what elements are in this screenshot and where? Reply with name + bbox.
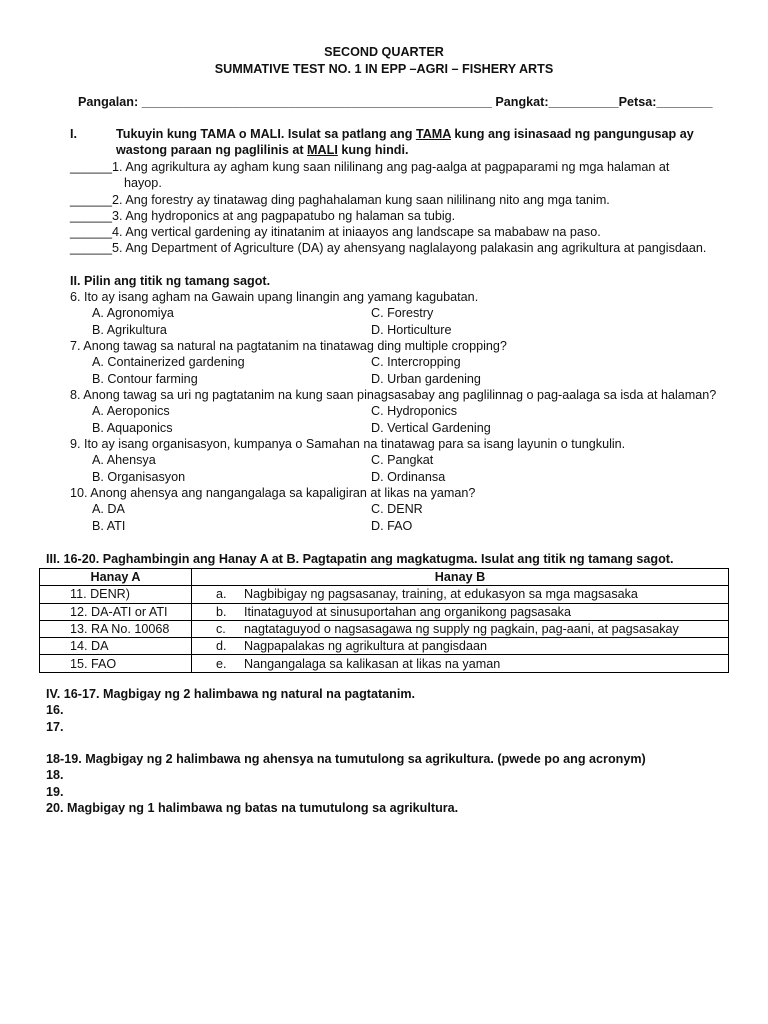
tf-item-4 (70, 224, 740, 240)
tf-item-5 (70, 240, 740, 256)
choice-a[interactable]: A. Ahensya (92, 453, 156, 468)
hanay-a-text: 11. DENR) (70, 587, 130, 602)
true-false-list (70, 159, 740, 257)
tf-item-1 (70, 159, 740, 192)
choice-d[interactable]: D. FAO (371, 518, 413, 533)
choices (70, 354, 740, 387)
section-4b-title: 18-19. Magbigay ng 2 halimbawa ng ahensya na tumutulong sa agrikultura. (pwede po ang acronym) (46, 752, 646, 767)
question-20: 20. Magbigay ng 1 halimbawa ng batas na tumutulong sa agrikultura. (46, 801, 459, 816)
section-4-title: IV. 16-17. Magbigay ng 2 halimbawa ng natural na pagtatanim. (46, 687, 416, 701)
hanay-b-text: Nangangalaga sa kalikasan at likas na yaman (238, 655, 729, 672)
quarter-title: SECOND QUARTER (324, 45, 444, 59)
student-info-line (78, 94, 712, 110)
question-text: 8. Anong tawag sa uri ng pagtatanim na kung saan pinagsasabay ang paglilinnag o pag-aalaga sa isda at halaman? (70, 388, 717, 402)
answer-line-18[interactable]: 18. (46, 768, 64, 783)
instruction-mali: MALI (307, 143, 338, 158)
question-text: 7. Anong tawag sa natural na pagtatanim na tinatawag ding multiple cropping? (70, 339, 507, 353)
hanay-a-cell (40, 655, 192, 672)
choice-d[interactable]: D. Horticulture (371, 322, 452, 337)
hanay-b-letter: b. (192, 603, 239, 620)
tf-item-2 (70, 192, 740, 208)
question-text: 6. Ito ay isang agham na Gawain upang linangin ang yamang kagubatan. (70, 290, 479, 304)
hanay-a-text: 15. FAO (70, 656, 117, 671)
question-10 (70, 485, 740, 534)
choice-a[interactable]: A. Agronomiya (92, 306, 174, 321)
answer-line-17[interactable]: 17. (46, 719, 64, 734)
section-4 (46, 686, 736, 816)
answer-blank[interactable]: ______ (70, 160, 113, 174)
hanay-b-text: Itinataguyod at sinusuportahan ang organikong pagsasaka (238, 603, 729, 620)
test-title: SUMMATIVE TEST NO. 1 IN EPP –AGRI – FISHERY ARTS (214, 62, 554, 76)
choices (70, 501, 740, 534)
hanay-a-text: 14. DA (70, 639, 109, 654)
answer-blank[interactable]: ______ (70, 241, 113, 256)
table-row (40, 603, 729, 620)
column-header-b: Hanay B (192, 569, 729, 586)
hanay-a-cell (40, 603, 192, 620)
date-blank[interactable]: ________ (656, 95, 713, 109)
group-blank[interactable]: __________ (548, 95, 619, 109)
choice-c[interactable]: C. DENR (371, 502, 423, 517)
tf-text: 2. Ang forestry ay tinatawag ding paghahalaman kung saan nililinang nito ang mga tanim. (112, 192, 610, 207)
question-8 (70, 387, 740, 436)
choice-d[interactable]: D. Vertical Gardening (371, 420, 491, 435)
table-row (40, 655, 729, 672)
hanay-b-text: Nagpapalakas ng agrikultura at pangisdaan (238, 638, 729, 655)
hanay-a-text: 13. RA No. 10068 (70, 622, 170, 637)
section-1-text (116, 126, 716, 159)
question-text: 10. Anong ahensya ang nangangalaga sa kapaligiran at likas na yaman? (70, 486, 476, 500)
answer-line-19[interactable]: 19. (46, 784, 64, 799)
answer-blank[interactable]: ______ (70, 192, 113, 207)
section-3-title: III. 16-20. Paghambingin ang Hanay A at B. Pagtapatin ang magkatugma. Isulat ang titik ng tamang sagot. (46, 552, 674, 566)
matching-table (39, 568, 729, 673)
choices (70, 305, 740, 338)
hanay-b-text: Nagbibigay ng pagsasanay, training, at edukasyon sa mga magsasaka (238, 586, 729, 603)
tf-text-cont: hayop. (124, 176, 162, 191)
answer-blank[interactable]: ______ (70, 208, 113, 223)
instruction-part: Tukuyin kung TAMA o MALI. Isulat sa patlang ang (116, 127, 416, 141)
hanay-a-cell (40, 620, 192, 637)
section-1-number: I. (70, 127, 77, 141)
hanay-b-text: nagtataguyod o nagsasagawa ng supply ng pagkain, pag-aani, at pagsasakay (238, 620, 729, 637)
hanay-b-letter: e. (192, 655, 239, 672)
document-header (0, 44, 768, 78)
table-row (40, 586, 729, 603)
hanay-b-letter: d. (192, 638, 239, 655)
instruction-part: kung hindi. (337, 143, 409, 158)
answer-blank[interactable]: ______ (70, 225, 113, 240)
hanay-a-cell (40, 638, 192, 655)
tf-item-3 (70, 208, 740, 224)
choice-c[interactable]: C. Forestry (371, 306, 434, 321)
choice-b[interactable]: B. Aquaponics (92, 420, 173, 435)
column-header-a: Hanay A (40, 569, 192, 586)
hanay-a-cell (40, 586, 192, 603)
name-blank[interactable]: __________________________________________________ (141, 95, 492, 109)
question-6 (70, 289, 740, 338)
name-label: Pangalan: (78, 95, 142, 109)
instruction-part: kung ang isinasaad ng pangungusap ay wastong paraan ng paglilinis at (116, 127, 694, 158)
group-label: Pangkat: (491, 95, 549, 109)
section-2-title: II. Pilin ang titik ng tamang sagot. (70, 274, 271, 288)
choice-a[interactable]: A. DA (92, 502, 125, 517)
choice-b[interactable]: B. Contour farming (92, 371, 198, 386)
question-text: 9. Ito ay isang organisasyon, kumpanya o Samahan na tinatawag para sa isang layunin o tungkulin. (70, 437, 626, 451)
question-9 (70, 436, 740, 485)
hanay-a-text: 12. DA-ATI or ATI (70, 604, 168, 619)
answer-line-16[interactable]: 16. (46, 703, 64, 718)
choice-c[interactable]: C. Hydroponics (371, 404, 458, 419)
choices (70, 452, 740, 485)
date-label: Petsa: (618, 95, 657, 109)
choice-c[interactable]: C. Intercropping (371, 355, 461, 370)
choice-a[interactable]: A. Aeroponics (92, 404, 170, 419)
choice-d[interactable]: D. Urban gardening (371, 371, 481, 386)
tf-text: 3. Ang hydroponics at ang pagpapatubo ng halaman sa tubig. (112, 208, 456, 223)
spacer (46, 735, 736, 751)
tf-text: 5. Ang Department of Agriculture (DA) ay ahensyang naglalayong palakasin ang agrikultura at pangisdaan. (112, 241, 707, 256)
table-header-row (40, 569, 729, 586)
hanay-b-letter: a. (192, 586, 239, 603)
hanay-b-letter: c. (192, 620, 239, 637)
instruction-tama: TAMA (415, 127, 451, 141)
choices (70, 403, 740, 436)
choice-b[interactable]: B. Organisasyon (92, 469, 186, 484)
choice-b[interactable]: B. Agrikultura (92, 322, 167, 337)
tf-text: 4. Ang vertical gardening ay itinatanim at iniaayos ang landscape sa mababaw na paso. (112, 225, 601, 240)
tf-text: 1. Ang agrikultura ay agham kung saan nililinang ang pag-aalga at pagpaparami ng mga halaman at (112, 160, 670, 174)
table-row (40, 620, 729, 637)
question-7 (70, 338, 740, 387)
choice-d[interactable]: D. Ordinansa (371, 469, 446, 484)
table-row (40, 638, 729, 655)
choice-b[interactable]: B. ATI (92, 518, 126, 533)
choice-a[interactable]: A. Containerized gardening (92, 355, 245, 370)
choice-c[interactable]: C. Pangkat (371, 453, 434, 468)
